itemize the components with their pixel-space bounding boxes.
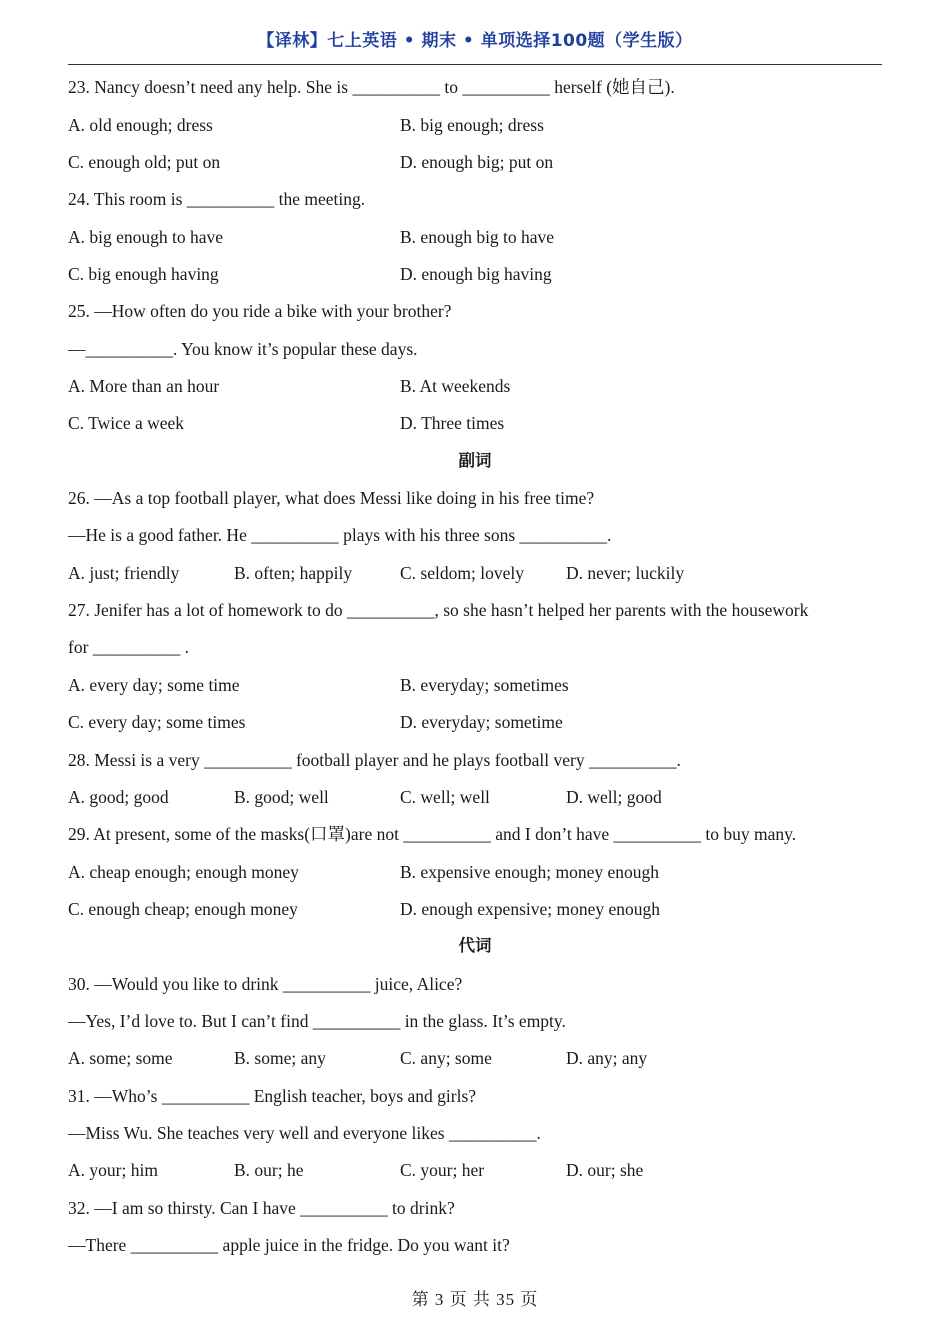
question-29-stem: 29. At present, some of the masks(口罩)are not __________ and I don’t have __________ to buy many.: [68, 824, 797, 844]
question-31-option-d: D. our; she: [566, 1160, 644, 1180]
question-25-option-c: C. Twice a week: [68, 413, 185, 433]
question-24-option-a: A. big enough to have: [68, 227, 224, 247]
question-27-option-d: D. everyday; sometime: [400, 712, 563, 732]
question-30-option-d: D. any; any: [566, 1048, 648, 1068]
page-header-title: 【译林】七上英语 • 期末 • 单项选择100题（学生版）: [257, 31, 693, 51]
header-divider: [68, 64, 882, 65]
question-29-option-a: A. cheap enough; enough money: [68, 862, 299, 882]
question-26-stem-reply: —He is a good father. He __________ plays with his three sons __________.: [68, 525, 612, 545]
question-25-option-b: B. At weekends: [400, 376, 511, 396]
question-26-option-d: D. never; luckily: [566, 563, 685, 583]
question-26-stem: 26. —As a top football player, what does Messi like doing in his free time?: [68, 488, 595, 508]
question-24-option-b: B. enough big to have: [400, 227, 555, 247]
question-29-option-d: D. enough expensive; money enough: [400, 899, 661, 919]
question-24-stem: 24. This room is __________ the meeting.: [68, 189, 366, 209]
question-28-option-c: C. well; well: [400, 787, 490, 807]
question-29-option-b: B. expensive enough; money enough: [400, 862, 660, 882]
question-32-stem-reply: —There __________ apple juice in the fridge. Do you want it?: [68, 1235, 510, 1255]
question-28-option-a: A. good; good: [68, 787, 169, 807]
question-31-stem-reply: —Miss Wu. She teaches very well and everyone likes __________.: [68, 1123, 541, 1143]
question-31-option-b: B. our; he: [234, 1160, 304, 1180]
question-31-option-c: C. your; her: [400, 1160, 485, 1180]
question-27-option-c: C. every day; some times: [68, 712, 246, 732]
question-28-option-b: B. good; well: [234, 787, 329, 807]
question-25-option-d: D. Three times: [400, 413, 505, 433]
question-30-stem: 30. —Would you like to drink __________ juice, Alice?: [68, 974, 463, 994]
question-25-stem-reply: —__________. You know it’s popular these days.: [68, 339, 418, 359]
question-31-stem: 31. —Who’s __________ English teacher, boys and girls?: [68, 1086, 477, 1106]
section-heading-pronoun: 代词: [458, 936, 492, 955]
page-number-footer: 第 3 页 共 35 页: [411, 1290, 539, 1309]
question-30-option-a: A. some; some: [68, 1048, 173, 1068]
question-23-option-d: D. enough big; put on: [400, 152, 554, 172]
question-25-stem: 25. —How often do you ride a bike with your brother?: [68, 301, 452, 321]
question-31-option-a: A. your; him: [68, 1160, 158, 1180]
question-26-option-c: C. seldom; lovely: [400, 563, 524, 583]
question-25-option-a: A. More than an hour: [68, 376, 220, 396]
question-27-stem-continued: for __________ .: [68, 637, 190, 657]
question-28-option-d: D. well; good: [566, 787, 662, 807]
question-24-option-c: C. big enough having: [68, 264, 219, 284]
question-23-option-a: A. old enough; dress: [68, 115, 213, 135]
question-27-option-a: A. every day; some time: [68, 675, 240, 695]
question-29-option-c: C. enough cheap; enough money: [68, 899, 298, 919]
question-26-option-a: A. just; friendly: [68, 563, 180, 583]
question-27-option-b: B. everyday; sometimes: [400, 675, 569, 695]
question-28-stem: 28. Messi is a very __________ football player and he plays football very __________.: [68, 750, 681, 770]
question-27-stem: 27. Jenifer has a lot of homework to do __________, so she hasn’t helped her parents with the housework: [68, 600, 809, 620]
question-30-stem-reply: —Yes, I’d love to. But I can’t find __________ in the glass. It’s empty.: [68, 1011, 566, 1031]
question-23-stem: 23. Nancy doesn’t need any help. She is __________ to __________ herself (她自己).: [68, 77, 675, 97]
question-30-option-c: C. any; some: [400, 1048, 492, 1068]
question-30-option-b: B. some; any: [234, 1048, 326, 1068]
question-26-option-b: B. often; happily: [234, 563, 353, 583]
section-heading-adverb: 副词: [458, 451, 492, 470]
question-23-option-b: B. big enough; dress: [400, 115, 544, 135]
question-32-stem: 32. —I am so thirsty. Can I have __________ to drink?: [68, 1198, 455, 1218]
question-23-option-c: C. enough old; put on: [68, 152, 221, 172]
question-24-option-d: D. enough big having: [400, 264, 552, 284]
